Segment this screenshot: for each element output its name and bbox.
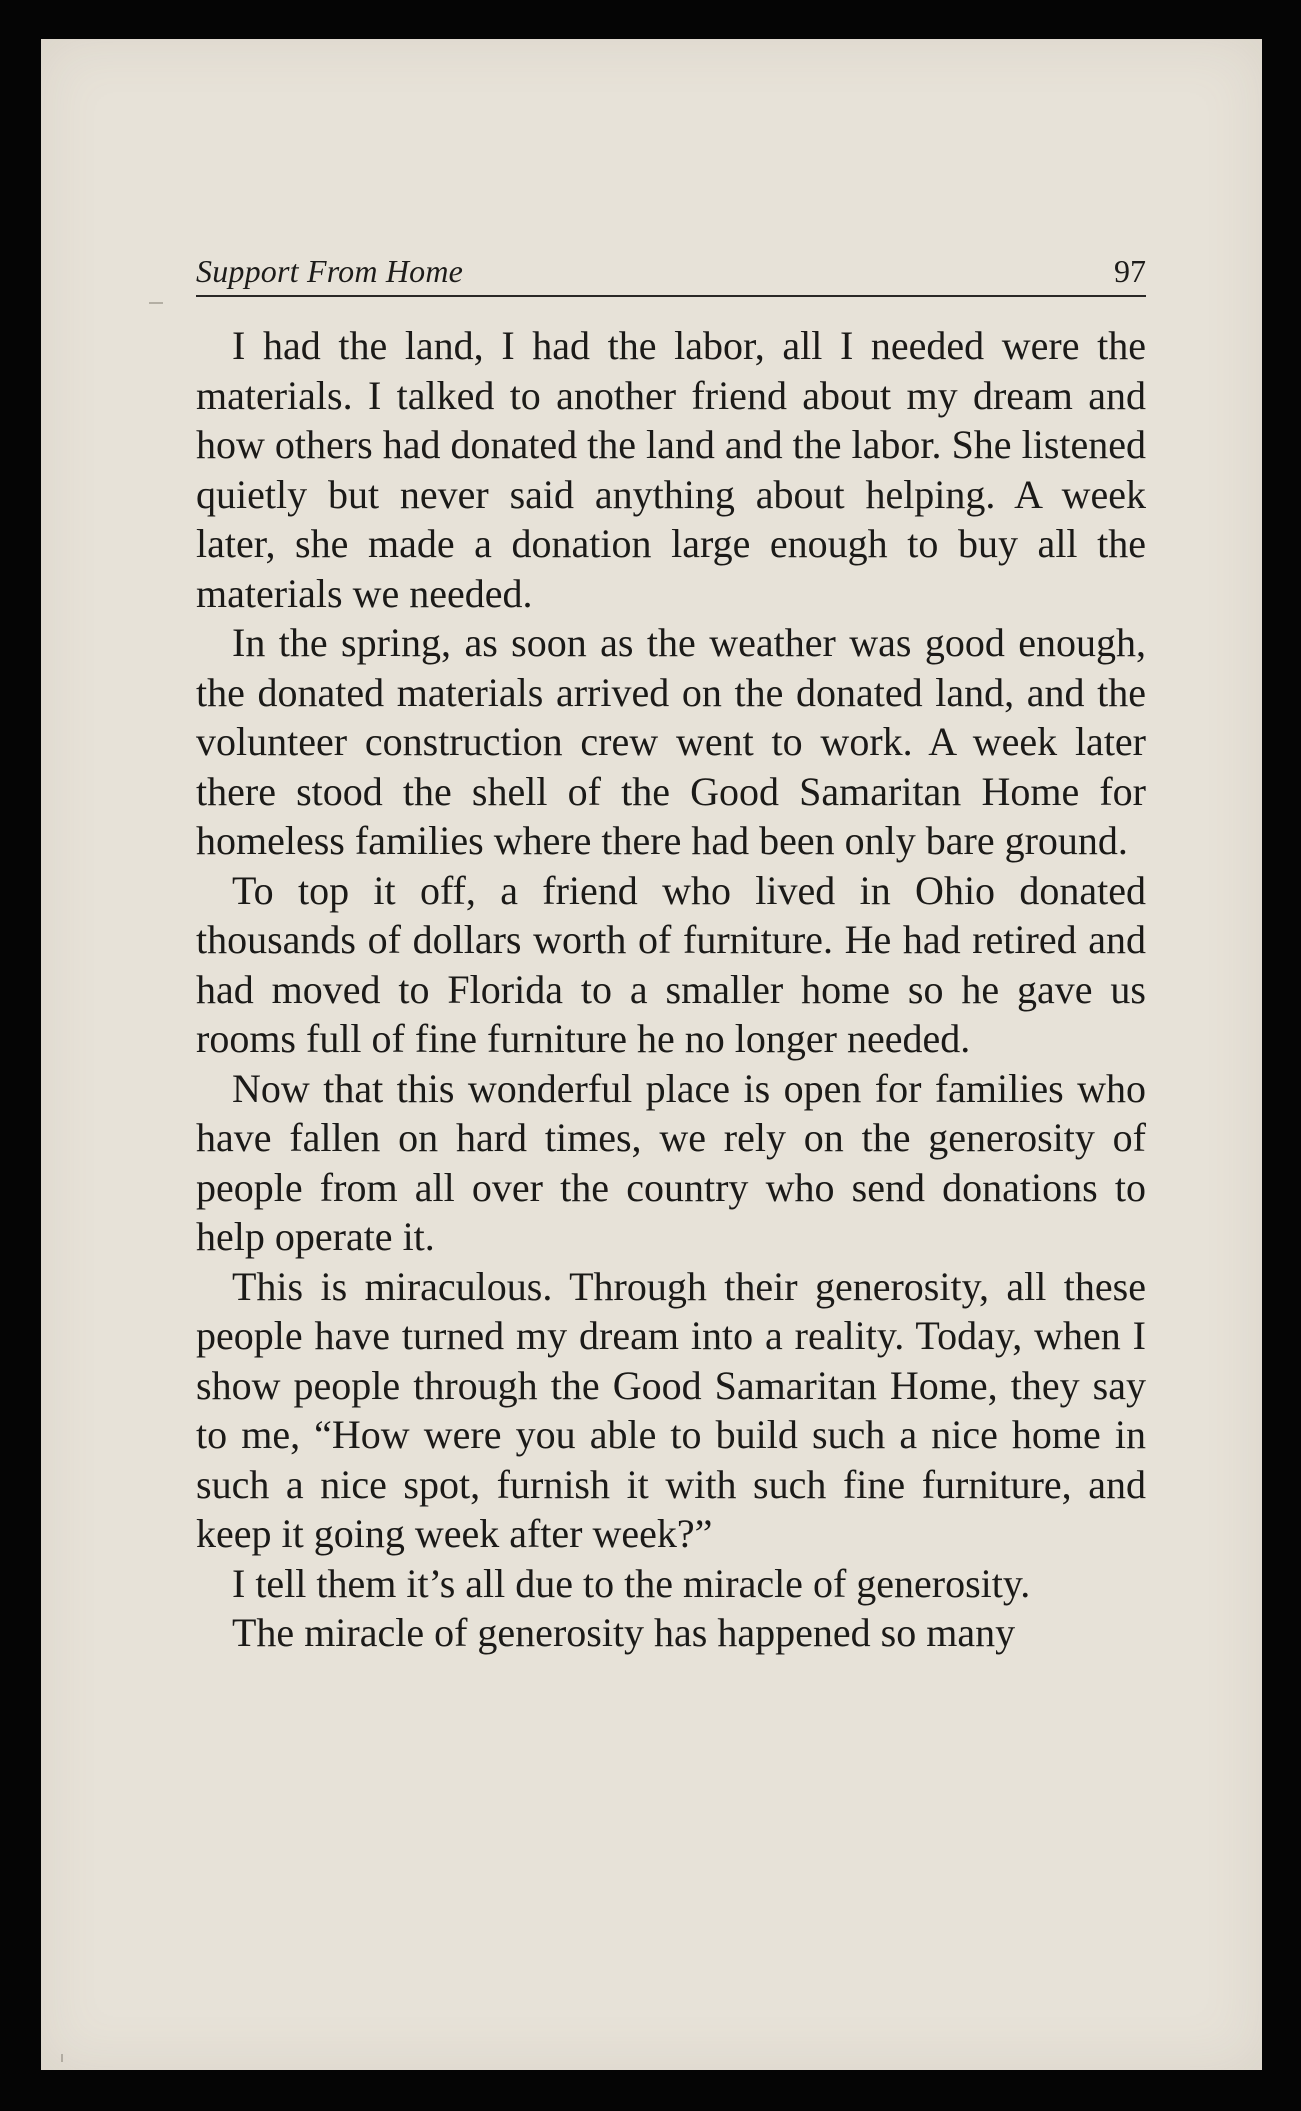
paragraph: I had the land, I had the labor, all I needed were the materials. I talked to another friend about my dream and how others had donated the land and the labor. She listened quietly but never said anything about helping. A week later, she made a donation large enough to buy all the materials we needed.	[196, 323, 1146, 616]
paragraph: In the spring, as soon as the weather was good enough, the donated materials arrived on the donated land, and the volunteer construction crew went to work. A week later there stood the shell of the Good Samaritan Home for homeless families where there had been only bare ground.	[196, 620, 1146, 863]
text-block	[196, 251, 1146, 1658]
margin-speck	[149, 302, 163, 304]
paragraph: This is miraculous. Through their generosity, all these people have turned my dream into a reality. Today, when I show people through the Good Samaritan Home, they say to me, “How were you able to build such a nice home in such a nice spot, furnish it with such fine furniture, and keep it going week after week?”	[196, 1263, 1146, 1556]
page-number: 97	[1114, 253, 1146, 289]
running-head	[196, 251, 1146, 297]
section-title: Support From Home	[196, 253, 464, 289]
margin-speck	[61, 2054, 63, 2062]
paragraph: The miracle of generosity has happened so many	[232, 1610, 1016, 1655]
paragraph: To top it off, a friend who lived in Ohio donated thousands of dollars worth of furniture. He had retired and had moved to Florida to a smaller home so he gave us rooms full of fine furniture he no longer needed.	[196, 867, 1146, 1061]
paragraph: Now that this wonderful place is open for families who have fallen on hard times, we rely on the generosity of people from all over the country who send donations to help operate it.	[196, 1065, 1146, 1259]
body-text	[196, 321, 1146, 1658]
paragraph: I tell them it’s all due to the miracle of generosity.	[232, 1560, 1031, 1606]
book-page	[41, 39, 1262, 2070]
